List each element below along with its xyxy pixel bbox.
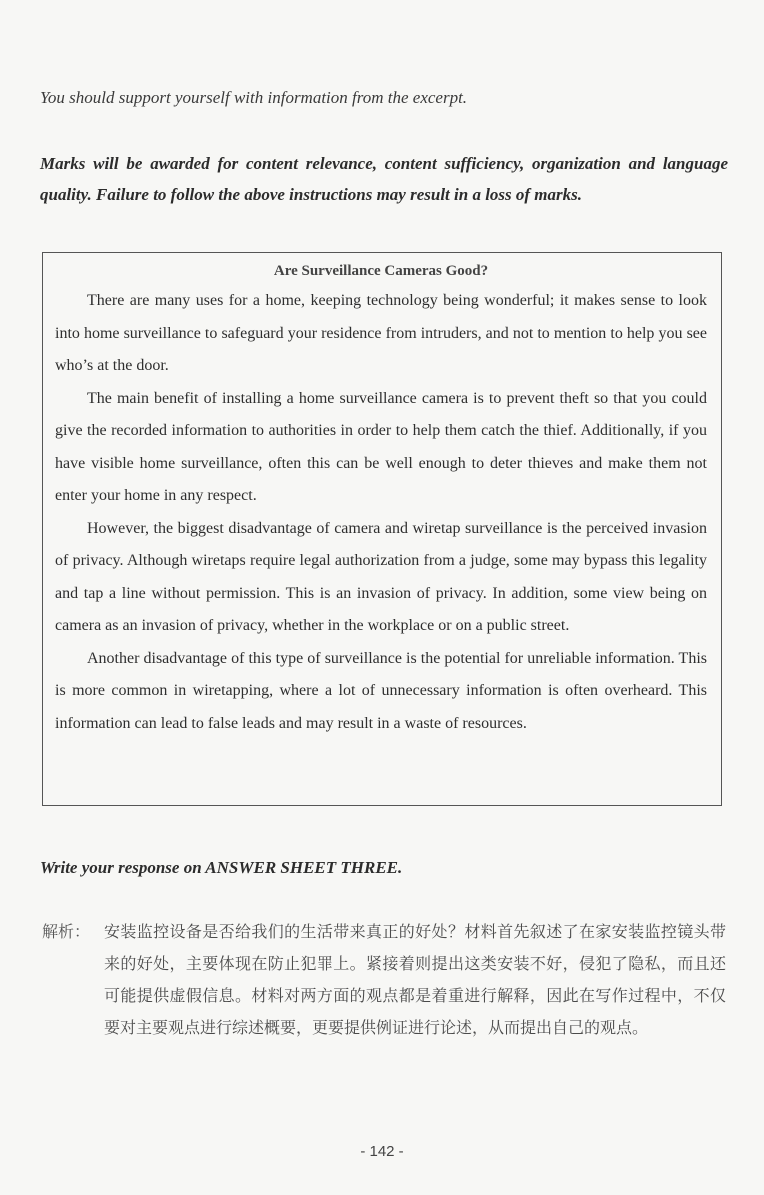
page-number: - 142 - [360,1143,404,1160]
response-instruction: Write your response on ANSWER SHEET THREE. [40,858,403,877]
analysis-section [42,916,726,1044]
excerpt-box [42,252,722,806]
analysis-text: 安装监控设备是否给我们的生活带来真正的好处？材料首先叙述了在家安装监控镜头带来的好处，主要体现在防止犯罪上。紧接着则提出这类安装不好，侵犯了隐私，而且还可能提供虚假信息。材料对两方面的观点都是着重进行解释，因此在写作过程中，不仅要对主要观点进行综述概要，更要提供例证进行论述，从而提出自己的观点。 [104,922,726,1037]
excerpt-title: Are Surveillance Cameras Good? [273,263,489,279]
excerpt-paragraph-3: However, the biggest disadvantage of camera and wiretap surveillance is the perceived invasion of privacy. Although wiretaps require legal authorization from a judge, some may bypass this legality and tap a line without permission. This is an invasion of privacy. In addition, some view being on camera as an invasion of privacy, whether in the workplace or on a public street. [55,519,707,634]
excerpt-paragraph-4: Another disadvantage of this type of surveillance is the potential for unreliable information. This is more common in wiretapping, where a lot of unnecessary information is often overheard. This information can lead to false leads and may result in a waste of resources. [55,649,707,732]
excerpt-paragraph-1: There are many uses for a home, keeping technology being wonderful; it makes sense to look into home surveillance to safeguard your residence from intruders, and not to mention to help you see who’s at the door. [55,292,707,374]
marks-instruction: Marks will be awarded for content relevance, content sufficiency, organization and language quality. Failure to follow the above instructions may result in a loss of marks. [40,154,728,204]
excerpt-paragraph-2: The main benefit of installing a home surveillance camera is to prevent theft so that you could give the recorded information to authorities in order to help them catch the thief. Additionally, if you have visible home surveillance, often this can be well enough to deter thieves and make them not enter your home in any respect. [55,389,707,504]
support-instruction: You should support yourself with information from the excerpt. [40,88,468,107]
analysis-label: 解析： [42,922,91,941]
